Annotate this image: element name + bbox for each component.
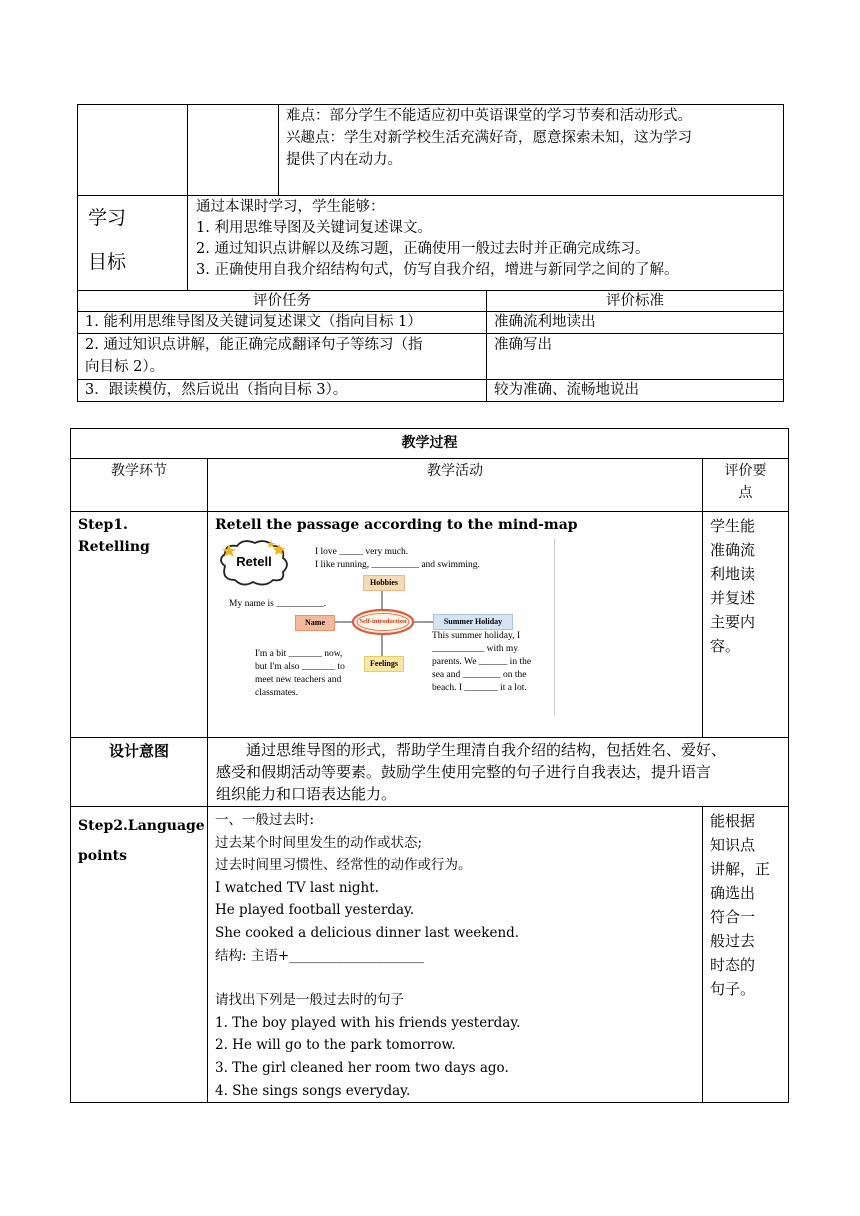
eval-standard-header: 评价标准 <box>487 291 784 312</box>
lp-line: 4. She sings songs everyday. <box>215 1082 411 1099</box>
eval-standard-1: 准确流利地读出 <box>487 312 784 334</box>
hobbies-text-1: I love _____ very much. <box>315 547 409 557</box>
summer-text-2: ___________ with my <box>432 644 519 654</box>
name-node: Name <box>295 615 335 631</box>
interest-text-1: 兴趣点：学生对新学校生活充满好奇，愿意探索未知，这为学习 <box>286 130 692 146</box>
objectives-label-cell <box>78 196 188 291</box>
objectives-cell <box>188 196 784 291</box>
summer-node: Summer Holiday <box>433 614 513 630</box>
step1-eval-line: 并复述 <box>710 589 756 607</box>
objective-1: 1. 利用思维导图及关键词复述课文。 <box>196 220 432 236</box>
step1-eval <box>703 512 789 738</box>
design-line-3: 组织能力和口语表达能力。 <box>216 785 397 803</box>
lp-line: He played football yesterday. <box>215 902 415 919</box>
lp-line: 请找出下列是一般过去时的句子 <box>215 992 404 1009</box>
eval-task-2 <box>78 334 487 380</box>
step1-eval-line: 主要内 <box>710 613 756 631</box>
step2-eval-line: 符合一 <box>710 908 756 926</box>
evaluation-table <box>77 290 784 402</box>
step1-label <box>71 512 208 738</box>
feelings-text-3: meet new teachers and <box>255 675 342 685</box>
header-eval <box>703 459 789 512</box>
lp-line: 过去某个时间里发生的动作或状态; <box>215 834 423 851</box>
lp-line <box>215 967 702 989</box>
step2-eval-line: 知识点 <box>710 836 756 854</box>
eval-task-2-line1: 2. 通过知识点讲解，能正确完成翻译句子等练习（指 <box>85 337 423 353</box>
step2-eval-line: 能根据 <box>710 812 756 830</box>
objectives-intro: 通过本课时学习，学生能够： <box>196 199 385 215</box>
process-title: 教学过程 <box>71 429 789 459</box>
step1-eval-line: 学生能 <box>710 517 756 535</box>
feelings-text-1: I'm a bit _______ now, <box>255 649 343 659</box>
design-line-1: 通过思维导图的形式，帮助学生理清自我介绍的结构，包括姓名、爱好、 <box>216 741 727 759</box>
header-eval-line1: 评价要 <box>724 463 767 479</box>
step2-content <box>208 807 703 1103</box>
design-line-2: 感受和假期活动等要素。鼓励学生使用完整的句子进行自我表达，提升语言 <box>216 763 712 781</box>
name-text: My name is __________. <box>229 599 327 609</box>
objective-3: 3. 正确使用自我介绍结构句式，仿写自我介绍，增进与新同学之间的了解。 <box>196 262 679 278</box>
header-eval-line2: 点 <box>738 485 753 501</box>
lp-line: 一、一般过去时: <box>215 812 315 828</box>
step1-activity-title: Retell the passage according to the mind-map <box>215 517 578 533</box>
step1-label-line2: Retelling <box>78 539 150 555</box>
step2-eval-line: 讲解，正 <box>710 860 771 878</box>
difficulty-row <box>77 104 784 196</box>
summer-text-1: This summer holiday, I <box>432 631 521 641</box>
step2-eval <box>703 807 789 1103</box>
summer-text-5: beach. I _______ it a lot. <box>432 683 527 693</box>
difficulty-text: 难点：部分学生不能适应初中英语课堂的学习节奏和活动形式。 <box>286 108 692 124</box>
objectives-label-2: 目标 <box>88 251 127 273</box>
lp-line: 2. He will go to the park tomorrow. <box>215 1037 456 1054</box>
lp-line: 3. The girl cleaned her room two days ago. <box>215 1059 509 1076</box>
step2-label <box>71 807 208 1103</box>
step1-eval-line: 容。 <box>710 637 741 655</box>
eval-task-1: 1. 能利用思维导图及关键词复述课文（指向目标 1） <box>78 312 487 334</box>
feelings-node: Feelings <box>364 656 404 672</box>
hobbies-node: Hobbies <box>363 575 405 591</box>
mind-map <box>215 538 555 716</box>
eval-standard-2: 准确写出 <box>487 334 784 380</box>
lp-line: 结构: 主语+____________________ <box>215 947 425 964</box>
feelings-text-4: classmates. <box>255 688 299 698</box>
empty-cell <box>188 105 279 196</box>
eval-task-header: 评价任务 <box>78 291 487 312</box>
center-node: Self-introduction <box>359 618 407 625</box>
lp-line: She cooked a delicious dinner last weekend. <box>215 924 520 941</box>
mind-map-border <box>554 538 555 716</box>
eval-standard-3: 较为准确、流畅地说出 <box>487 380 784 402</box>
teaching-process-table <box>70 428 789 1103</box>
step2-eval-line: 时态的 <box>710 956 756 974</box>
step1-eval-line: 准确流 <box>710 541 756 559</box>
summer-text-3: parents. We ______ in the <box>432 657 532 667</box>
eval-task-2-line2: 向目标 2）。 <box>85 359 165 375</box>
interest-text-2: 提供了内在动力。 <box>286 152 402 168</box>
hobbies-text-2: I like running, __________ and swimming. <box>315 560 480 570</box>
objectives-row <box>77 195 784 291</box>
lp-line: 过去时间里习惯性、经常性的动作或行为。 <box>215 857 472 874</box>
step1-eval-line: 利地读 <box>710 565 756 583</box>
summer-text-4: sea and ________ on the <box>432 670 527 680</box>
objectives-label-1: 学习 <box>88 207 127 229</box>
step2-eval-line: 确选出 <box>710 884 756 902</box>
step2-eval-line: 般过去 <box>710 932 756 950</box>
design-content <box>208 738 789 807</box>
lp-line: 1. The boy played with his friends yesterday. <box>215 1014 521 1031</box>
difficulty-cell <box>279 105 784 196</box>
header-activity: 教学活动 <box>208 459 703 512</box>
step2-eval-line: 句子。 <box>710 980 756 998</box>
empty-cell <box>78 105 188 196</box>
lp-line: I watched TV last night. <box>215 879 379 896</box>
objective-2: 2. 通过知识点讲解以及练习题，正确使用一般过去时并正确完成练习。 <box>196 241 650 257</box>
step2-label-line2: points <box>78 848 127 864</box>
design-label: 设计意图 <box>71 738 208 807</box>
step2-label-line1: Step2.Language <box>78 818 205 834</box>
retell-label: Retell <box>236 554 272 569</box>
step1-label-line1: Step1. <box>78 517 128 533</box>
step1-activity <box>208 512 703 738</box>
eval-task-3: 3．跟读模仿，然后说出（指向目标 3）。 <box>78 380 487 402</box>
feelings-text-2: but I'm also _______ to <box>255 662 345 672</box>
header-step: 教学环节 <box>71 459 208 512</box>
